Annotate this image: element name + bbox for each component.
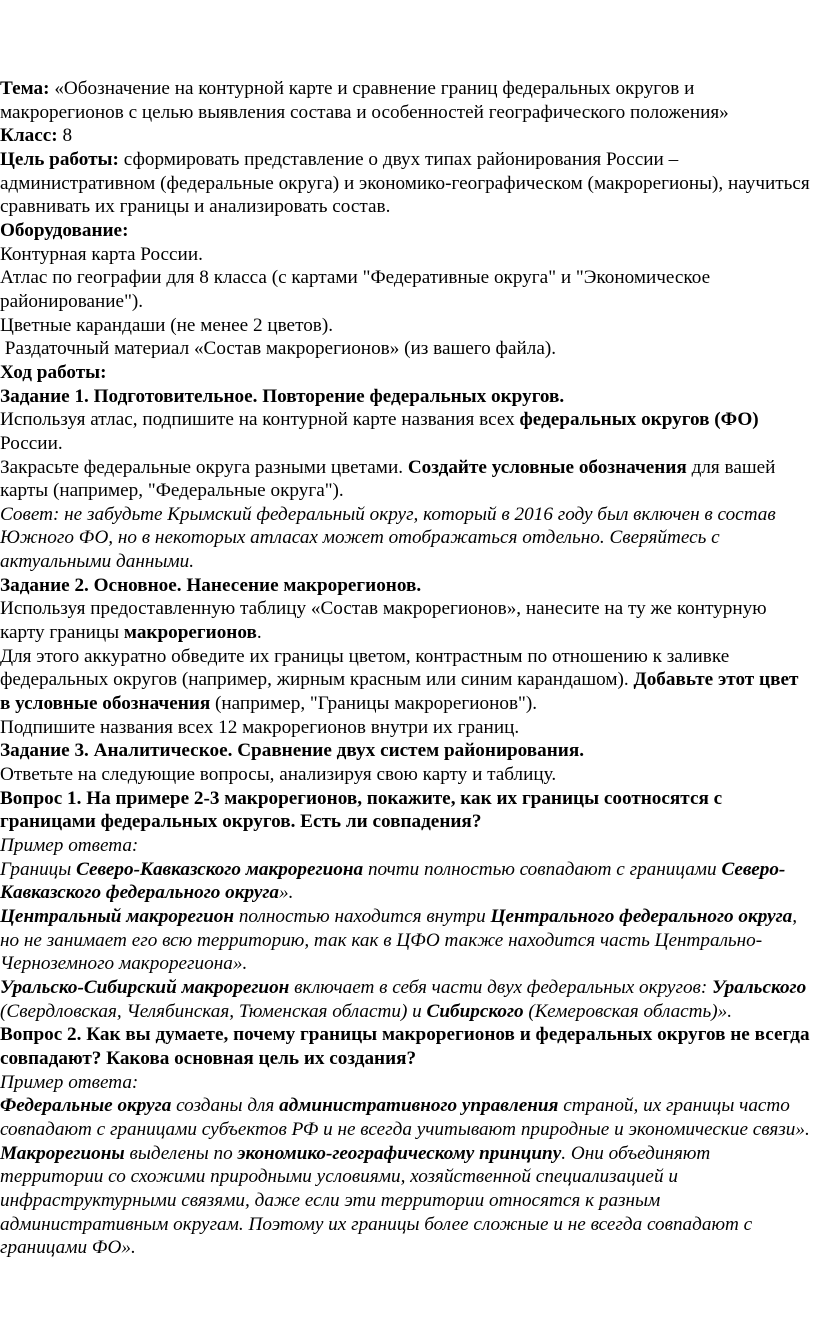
equipment-label: Оборудование: xyxy=(0,219,129,241)
task2-p1-tail: . xyxy=(256,622,262,644)
question1-title-text: Вопрос 1. На примере 2-3 макрорегионов, покажите, как их границы соотносятся с границами федеральных округов. Есть ли совпадения? xyxy=(0,787,723,833)
question2-answer-1 xyxy=(0,1094,812,1141)
topic-label: Тема: xyxy=(0,78,50,99)
equipment-item: Атлас по географии для 8 класса (с картами "Федеративные округа" и "Экономическое районирование"). xyxy=(0,267,711,312)
task1-p1-tail: России. xyxy=(0,432,63,454)
equipment-heading xyxy=(0,219,812,243)
task1-p2-text: Закрасьте федеральные округа разными цветами. xyxy=(0,456,408,478)
q2-a2-tail: . Они объединяют территории со схожими природными условиями, хозяйственной специализацией и инфраструктурными связями, даже если эти территории относятся к разным административным округам. Поэтому их границы более сложные и не всегда совпадают с границами ФО». xyxy=(0,1142,753,1259)
task2-title-text: Задание 2. Основное. Нанесение макрорегионов. xyxy=(0,574,422,596)
question2-answer-2 xyxy=(0,1142,812,1260)
task3-title xyxy=(0,739,812,763)
task2-paragraph-1 xyxy=(0,597,812,644)
task1-paragraph-1 xyxy=(0,408,812,455)
task2-p2-text: Для этого аккуратно обведите их границы цветом, контрастным по отношению к заливке федеральных округов (например, жирным красным или синим карандашом). xyxy=(0,645,730,691)
question1-answer-1 xyxy=(0,858,812,905)
equipment-item: Цветные карандаши (не менее 2 цветов). xyxy=(0,314,334,336)
task3-intro: Ответьте на следующие вопросы, анализируя свою карту и таблицу. xyxy=(0,764,557,786)
q1-a3-bold3: Сибирского xyxy=(426,1000,524,1022)
task2-p2-bold: Добавьте этот цвет в условные обозначения xyxy=(0,669,799,715)
q1-a1-tail: ». xyxy=(279,882,294,904)
q1-a1-text: Границы xyxy=(0,858,77,880)
question1-answer-2 xyxy=(0,905,812,976)
task2-paragraph-3: Подпишите названия всех 12 макрорегионов внутри их границ. xyxy=(0,716,520,738)
task2-p1-bold: макрорегионов xyxy=(123,622,257,644)
q2-a2-bold: Макрорегионы xyxy=(0,1142,125,1164)
task1-p1-bold: федеральных округов (ФО) xyxy=(519,409,759,431)
grade-label: Класс: xyxy=(0,125,58,147)
task1-p2-bold: Создайте условные обозначения xyxy=(407,456,687,478)
equipment-item: Раздаточный материал «Состав макрорегионов» (из вашего файла). xyxy=(0,338,557,360)
task1-title-text: Задание 1. Подготовительное. Повторение федеральных округов. xyxy=(0,385,565,407)
goal-text: сформировать представление о двух типах районирования России – административном (федеральные округа) и экономико-географическом (макрорегионы), научиться сравнивать их границы и анализировать состав. xyxy=(0,148,810,218)
q1-a1-bold2: Северо-Кавказского федерального округа xyxy=(0,858,786,904)
q1-a2-bold2: макрорегион xyxy=(121,905,235,927)
task1-title xyxy=(0,385,812,409)
grade-paragraph xyxy=(0,124,812,148)
q1-a3-tail: (Кемеровская область)». xyxy=(523,1000,733,1022)
q2-a1-tail: страной, их границы часто совпадают с границами субъектов РФ и не всегда учитывают природные и экономические связи». xyxy=(0,1095,810,1140)
q1-a1-bold: Северо-Кавказского макрорегиона xyxy=(76,858,364,880)
task2-title xyxy=(0,574,812,598)
q1-a2-bold3: Центрального федерального округа xyxy=(490,905,793,927)
q1-a2-bold: Центральный xyxy=(0,905,122,927)
q1-a2-tail: , но не занимает его всю территорию, так как в ЦФО также находится часть Центрально-Черноземного макрорегиона». xyxy=(0,905,798,975)
equipment-item: Контурная карта России. xyxy=(0,243,203,265)
question1-title xyxy=(0,787,812,834)
progress-heading xyxy=(0,361,812,385)
q1-a3-text: включает в себя части двух федеральных округов: xyxy=(289,976,713,998)
q2-a1-text: созданы для xyxy=(171,1095,280,1117)
task1-tip: Совет: не забудьте Крымский федеральный округ, который в 2016 году был включен в состав Южного ФО, но в некоторых атласах может отображаться отдельно. Сверяйтесь с актуальными данными. xyxy=(0,503,776,573)
task2-p1-text: Используя предоставленную таблицу «Состав макрорегионов», нанесите на ту же контурную карту границы xyxy=(0,598,767,644)
task2-p2-tail: (например, "Границы макрорегионов"). xyxy=(210,693,538,715)
question2-title xyxy=(0,1023,812,1070)
goal-label: Цель работы: xyxy=(0,148,119,170)
question2-example-label: Пример ответа: xyxy=(0,1071,139,1093)
question1-example-label: Пример ответа: xyxy=(0,835,139,856)
document-body xyxy=(0,77,812,1260)
q1-a3-bold: Уральско-Сибирский макрорегион xyxy=(0,976,290,998)
task1-paragraph-2 xyxy=(0,456,812,503)
task2-paragraph-2 xyxy=(0,645,812,716)
q2-a2-text: выделены по xyxy=(124,1142,238,1164)
task1-p1-text: Используя атлас, подпишите на контурной карте названия всех xyxy=(0,409,520,431)
q2-a2-bold2: экономико-географическому принципу xyxy=(237,1142,562,1164)
task3-title-text: Задание 3. Аналитическое. Сравнение двух систем районирования. xyxy=(0,740,585,762)
q1-a1-text2: почти полностью совпадают с границами xyxy=(363,858,722,880)
progress-label: Ход работы: xyxy=(0,361,107,383)
grade-value: 8 xyxy=(57,125,73,147)
question1-answer-3 xyxy=(0,976,812,1023)
q2-a1-bold2: административного управления xyxy=(279,1095,559,1117)
task1-p2-tail: для вашей карты (например, "Федеральные округа"). xyxy=(0,456,776,502)
question2-title-text: Вопрос 2. Как вы думаете, почему границы макрорегионов и федеральных округов не всегда совпадают? Какова основная цель их создания? xyxy=(0,1024,810,1069)
topic-text: «Обозначение на контурной карте и сравнение границ федеральных округов и макрорегионов с целью выявления состава и особенностей географического положения» xyxy=(0,78,729,123)
topic-paragraph xyxy=(0,77,812,124)
q2-a1-bold: Федеральные округа xyxy=(0,1095,172,1117)
q1-a3-text2: (Свердловская, Челябинская, Тюменская области) и xyxy=(0,1000,427,1022)
goal-paragraph xyxy=(0,148,812,219)
q1-a3-bold2: Уральского xyxy=(712,976,807,998)
q1-a2-text: полностью находится внутри xyxy=(234,905,491,927)
